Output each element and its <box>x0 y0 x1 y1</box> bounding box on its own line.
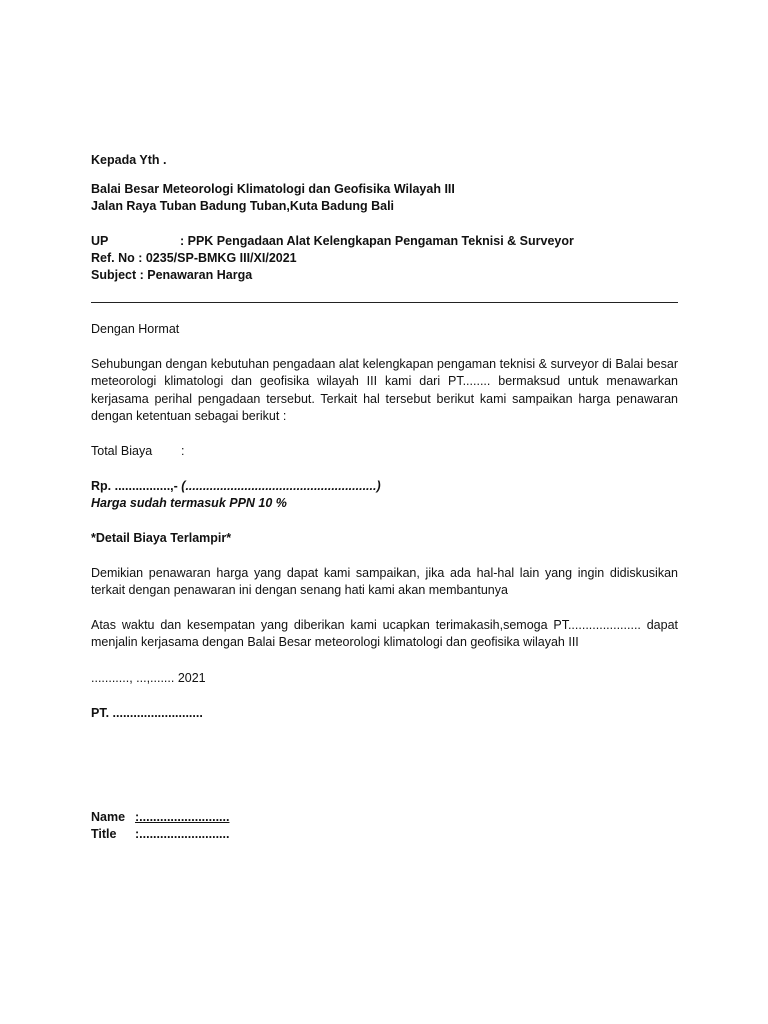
ref-number: Ref. No : 0235/SP-BMKG III/XI/2021 <box>91 251 297 265</box>
divider <box>91 302 678 303</box>
up-label: UP <box>91 234 109 248</box>
title-label: Title <box>91 827 117 841</box>
total-line <box>91 443 184 460</box>
up-value: : PPK Pengadaan Alat Kelengkapan Pengaman Teknisi & Surveyor <box>180 234 574 248</box>
name-label: Name <box>91 810 126 824</box>
title-value: :.......................... <box>135 827 230 841</box>
subject: Subject : Penawaran Harga <box>91 268 253 282</box>
total-colon: : <box>181 444 185 458</box>
total-label: Total Biaya <box>91 444 153 458</box>
greeting: Kepada Yth . <box>91 153 167 167</box>
name-line <box>91 809 229 826</box>
salutation: Dengan Hormat <box>91 322 180 336</box>
ppn-note: Harga sudah termasuk PPN 10 % <box>91 496 287 510</box>
title-line <box>91 826 229 843</box>
date-line: ..........., ...,....... 2021 <box>91 671 206 685</box>
paragraph-thanks: Atas waktu dan kesempatan yang diberikan kami ucapkan terimakasih,semoga PT..................... dapat menjalin kerjasama dengan Balai Besar meteorologi klimatologi dan geofisika wilayah III <box>91 618 678 650</box>
name-value: :.......................... <box>135 810 230 824</box>
paragraph-intro: Sehubungan dengan kebutuhan pengadaan alat kelengkapan pengaman teknisi & surveyor di Balai besar meteorologi klimatologi dan geofisika wilayah III kami dari PT........ bermaksud untuk menawarkan kerjasama perihal pengadaan tersebut. Terkait hal tersebut berikut kami sampaikan harga penawaran dengan ketentuan sebagai berikut : <box>91 357 678 424</box>
up-line <box>91 233 574 250</box>
detail-note: *Detail Biaya Terlampir* <box>91 531 232 545</box>
rp-line <box>91 478 381 495</box>
rp-amount: Rp. ................,- <box>91 479 182 493</box>
recipient-org: Balai Besar Meteorologi Klimatologi dan Geofisika Wilayah III <box>91 182 455 196</box>
recipient-address: Jalan Raya Tuban Badung Tuban,Kuta Badung Bali <box>91 199 395 213</box>
company-signature: PT. .......................... <box>91 706 203 720</box>
paragraph-closing: Demikian penawaran harga yang dapat kami sampaikan, jika ada hal-hal lain yang ingin didiskusikan terkait dengan penawaran ini dengan senang hati kami akan membantunya <box>91 566 678 598</box>
rp-words: (.......................................................) <box>181 479 381 493</box>
